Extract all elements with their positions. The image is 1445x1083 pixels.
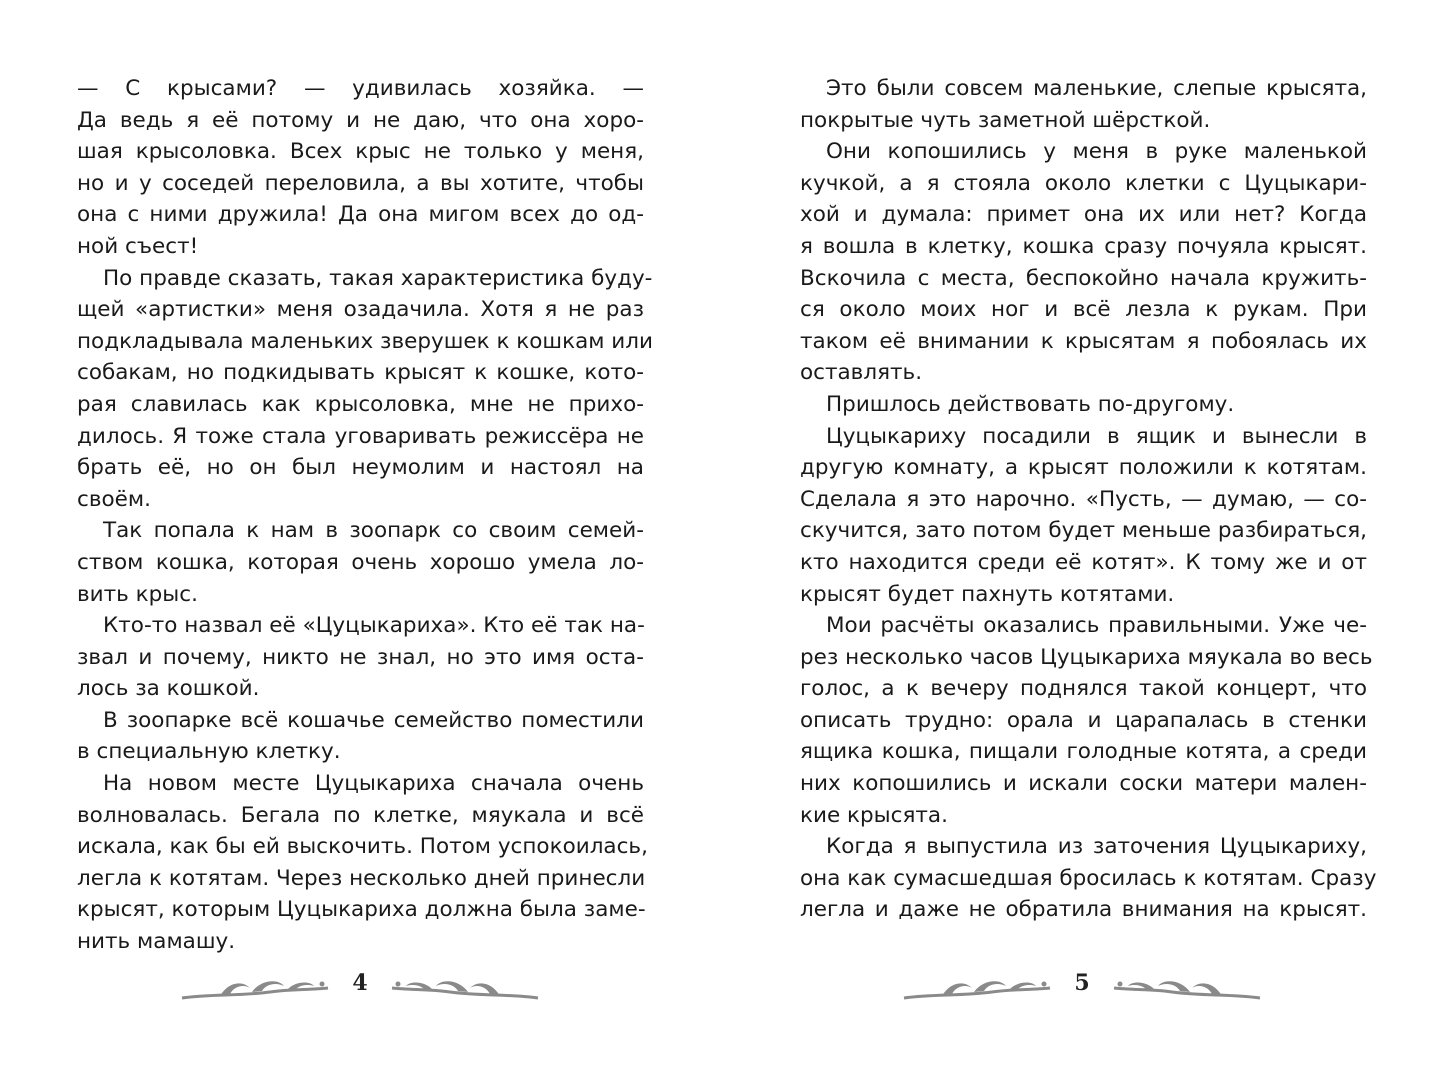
- text-line: ной съест!: [77, 233, 199, 259]
- text-line: своём.: [77, 486, 151, 512]
- text-line: вить крыс.: [77, 581, 198, 607]
- text-line: крысят будет пахнуть котятами.: [800, 581, 1175, 607]
- text-line: легла к котятам. Через несколько дней принесли: [77, 865, 646, 891]
- page-footer: [902, 968, 1262, 1008]
- text-line: нить мамашу.: [77, 929, 236, 955]
- text-line: легла и даже не обратила внимания на крысят.: [800, 897, 1367, 923]
- text-line: Это были совсем маленькие, слепые крысята,: [826, 76, 1367, 101]
- text-line: крысят, которым Цуцыкариха должна была заме-: [77, 897, 646, 923]
- text-line: ством кошка, которая очень хорошо умела ло-: [77, 549, 644, 575]
- text-line: она с ними дружила! Да она мигом всех до од-: [77, 202, 644, 228]
- text-line: звал и почему, никто не знал, но это имя оста-: [77, 644, 644, 670]
- text-line: них копошились и искали соски матери мален-: [800, 771, 1367, 797]
- left-text-column: [77, 73, 653, 958]
- right-text-column: [800, 73, 1377, 926]
- text-line: голос, а к вечеру поднялся такой концерт, что: [800, 676, 1367, 702]
- left-page: [0, 0, 722, 1083]
- text-line: дилось. Я тоже стала уговаривать режиссёра не: [77, 423, 644, 449]
- text-line: По правде сказать, такая характеристика буду-: [103, 265, 653, 291]
- text-line: Пришлось действовать по-другому.: [826, 391, 1235, 417]
- text-line: ящика кошка, пищали голодные котята, а среди: [800, 739, 1367, 765]
- text-line: подкладывала маленьких зверушек к кошкам или: [77, 328, 653, 354]
- text-line: лось за кошкой.: [77, 676, 260, 702]
- flourish-left-icon: [180, 976, 330, 1002]
- text-line: шая крысоловка. Всех крыс не только у меня,: [77, 139, 644, 165]
- flourish-right-icon: [1112, 976, 1262, 1002]
- text-line: скучится, зато потом будет меньше разбираться,: [800, 518, 1367, 544]
- text-line: кто находится среди её котят». К тому же и от: [800, 549, 1367, 575]
- flourish-left-icon: [902, 976, 1052, 1002]
- text-line: описать трудно: орала и царапалась в стенки: [800, 707, 1367, 733]
- text-line: Они копошились у меня в руке маленькой: [826, 139, 1367, 165]
- text-line: кучкой, а я стояла около клетки с Цуцыкари-: [800, 170, 1367, 196]
- text-line: оставлять.: [800, 360, 923, 386]
- text-line: щей «артистки» меня озадачила. Хотя я не раз: [77, 297, 644, 323]
- flourish-right-icon: [390, 976, 540, 1002]
- text-line: Когда я выпустила из заточения Цуцыкариху,: [826, 834, 1367, 860]
- text-line: покрытые чуть заметной шёрсткой.: [800, 107, 1211, 133]
- text-line: В зоопарке всё кошачье семейство поместили: [103, 707, 644, 733]
- text-line: Вскочила с места, беспокойно начала кружить-: [800, 265, 1367, 291]
- text-line: — С крысами? — удивилась хозяйка. —: [77, 76, 644, 101]
- right-page: [722, 0, 1445, 1083]
- text-line: хой и думала: примет она их или нет? Когда: [800, 202, 1367, 228]
- text-line: искала, как бы ей выскочить. Потом успокоилась,: [77, 834, 648, 860]
- text-line: собакам, но подкидывать крысят к кошке, кото-: [77, 360, 644, 386]
- text-line: Мои расчёты оказались правильными. Уже че-: [826, 613, 1367, 639]
- text-line: но и у соседей переловила, а вы хотите, чтобы: [77, 170, 644, 196]
- text-line: брать её, но он был неумолим и настоял на: [77, 455, 644, 481]
- text-line: кие крысята.: [800, 802, 948, 828]
- text-line: На новом месте Цуцыкариха сначала очень: [103, 771, 644, 797]
- text-line: ся около моих ног и всё лезла к рукам. При: [800, 297, 1367, 323]
- page-number: 5: [1074, 970, 1090, 996]
- text-line: Кто-то назвал её «Цуцыкариха». Кто её так на-: [103, 613, 645, 639]
- page-footer: [180, 968, 540, 1008]
- text-line: рая славилась как крысоловка, мне не прихо-: [77, 391, 644, 417]
- text-line: Так попала к нам в зоопарк со своим семей-: [103, 518, 644, 544]
- page-number: 4: [352, 970, 368, 996]
- text-line: волновалась. Бегала по клетке, мяукала и всё: [77, 802, 644, 828]
- text-line: она как сумасшедшая бросилась к котятам. Сразу: [800, 865, 1377, 891]
- text-line: Цуцыкариху посадили в ящик и вынесли в: [826, 423, 1367, 449]
- text-line: таком её внимании к крысятам я побоялась их: [800, 328, 1367, 354]
- text-line: я вошла в клетку, кошка сразу почуяла крысят.: [800, 233, 1367, 259]
- text-line: другую комнату, а крысят положили к котятам.: [800, 455, 1367, 481]
- text-line: Сделала я это нарочно. «Пусть, — думаю, — со-: [800, 486, 1367, 512]
- text-line: Да ведь я её потому и не даю, что она хоро-: [77, 107, 644, 133]
- text-line: рез несколько часов Цуцыкариха мяукала во весь: [800, 644, 1373, 670]
- text-line: в специальную клетку.: [77, 739, 341, 765]
